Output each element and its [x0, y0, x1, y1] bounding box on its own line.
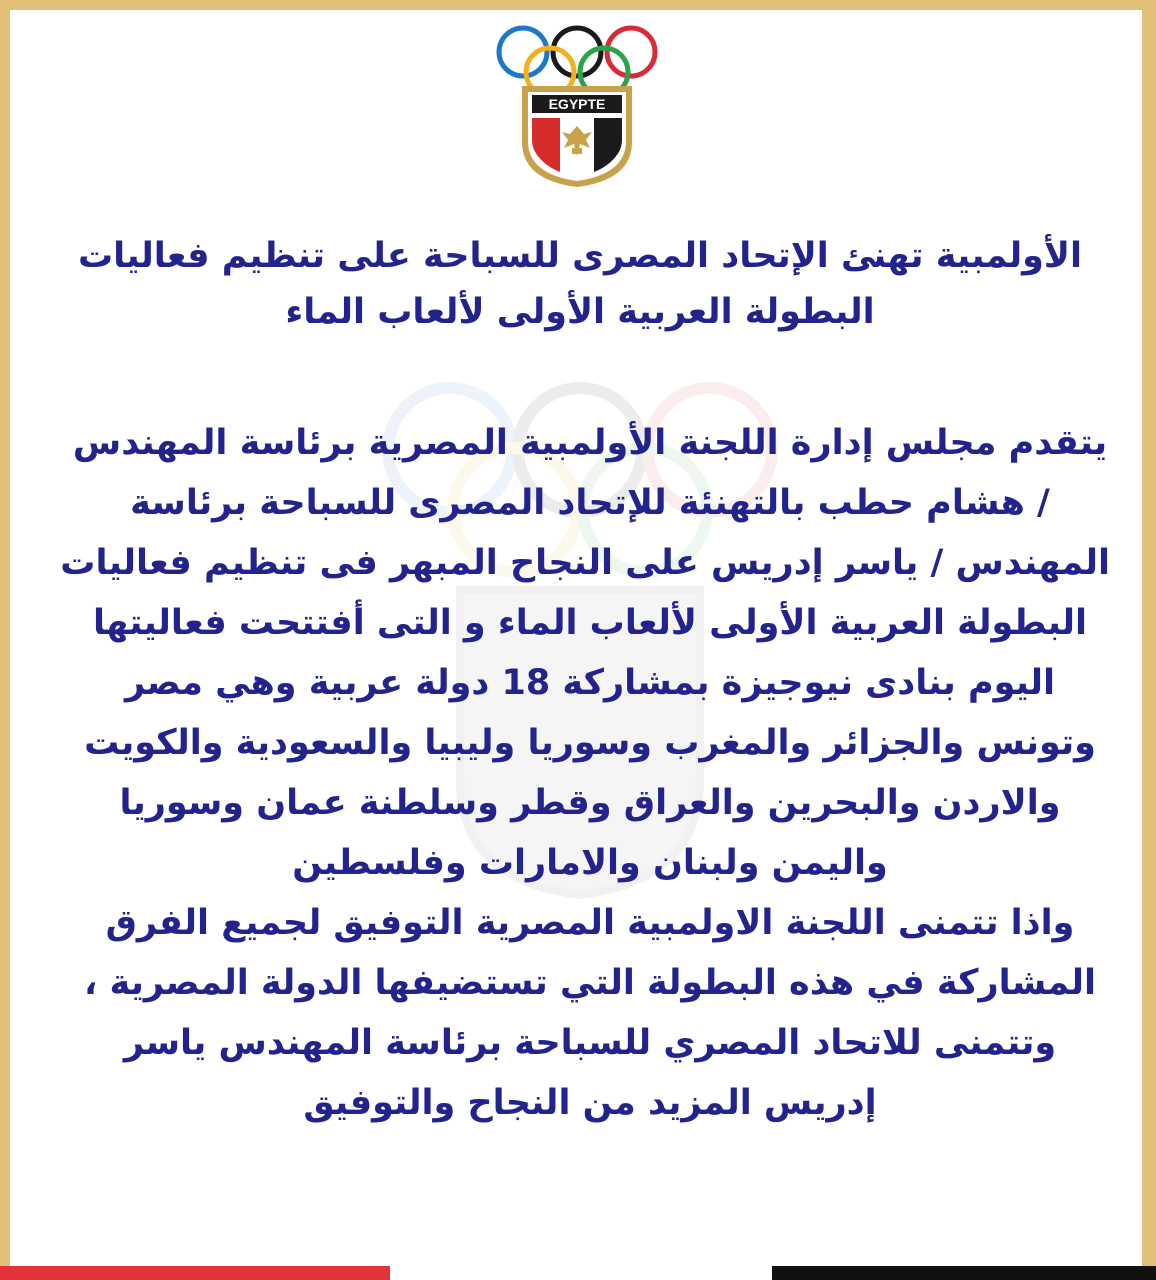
body-line: واليمن ولبنان والامارات وفلسطين: [292, 843, 888, 883]
egypt-shield: [522, 86, 632, 187]
statement-body: [60, 413, 1110, 1133]
body-line: والاردن والبحرين والعراق وقطر وسلطنة عمان وسوريا: [119, 783, 1061, 823]
body-line: المشاركة في هذه البطولة التي تستضيفها الدولة المصرية ،: [84, 963, 1096, 1003]
body-line: واذا تتمنى اللجنة الاولمبية المصرية التوفيق لجميع الفرق: [105, 903, 1075, 943]
body-line: / هشام حطب بالتهنئة للإتحاد المصرى للسباحة برئاسة: [130, 483, 1050, 523]
bottom-red-bar: [0, 1266, 390, 1280]
body-line: اليوم بنادى نيوجيزة بمشاركة 18 دولة عربية وهي مصر: [124, 663, 1056, 703]
body-line: يتقدم مجلس إدارة اللجنة الأولمبية المصرية برئاسة المهندس: [72, 423, 1108, 463]
headline: [70, 228, 1090, 340]
egypt-olympic-committee-logo: [490, 22, 670, 192]
body-line: المهندس / ياسر إدريس على النجاح المبهر فى تنظيم فعاليات: [60, 543, 1110, 583]
body-line: وتونس والجزائر والمغرب وسوريا وليبيا والسعودية والكويت: [84, 723, 1096, 763]
bottom-black-bar: [772, 1266, 1156, 1280]
egypte-label: EGYPTE: [548, 96, 606, 112]
body-line: وتتمنى للاتحاد المصري للسباحة برئاسة المهندس ياسر: [123, 1023, 1057, 1063]
headline-line-1: الأولمبية تهنئ الإتحاد المصرى للسباحة على تنظيم فعاليات: [78, 236, 1082, 276]
olympic-rings-icon: [499, 28, 655, 96]
body-line: إدريس المزيد من النجاح والتوفيق: [303, 1083, 877, 1123]
body-line: البطولة العربية الأولى لألعاب الماء و التى أفتتحت فعاليتها: [92, 603, 1088, 643]
headline-line-2: البطولة العربية الأولى لألعاب الماء: [285, 292, 875, 332]
